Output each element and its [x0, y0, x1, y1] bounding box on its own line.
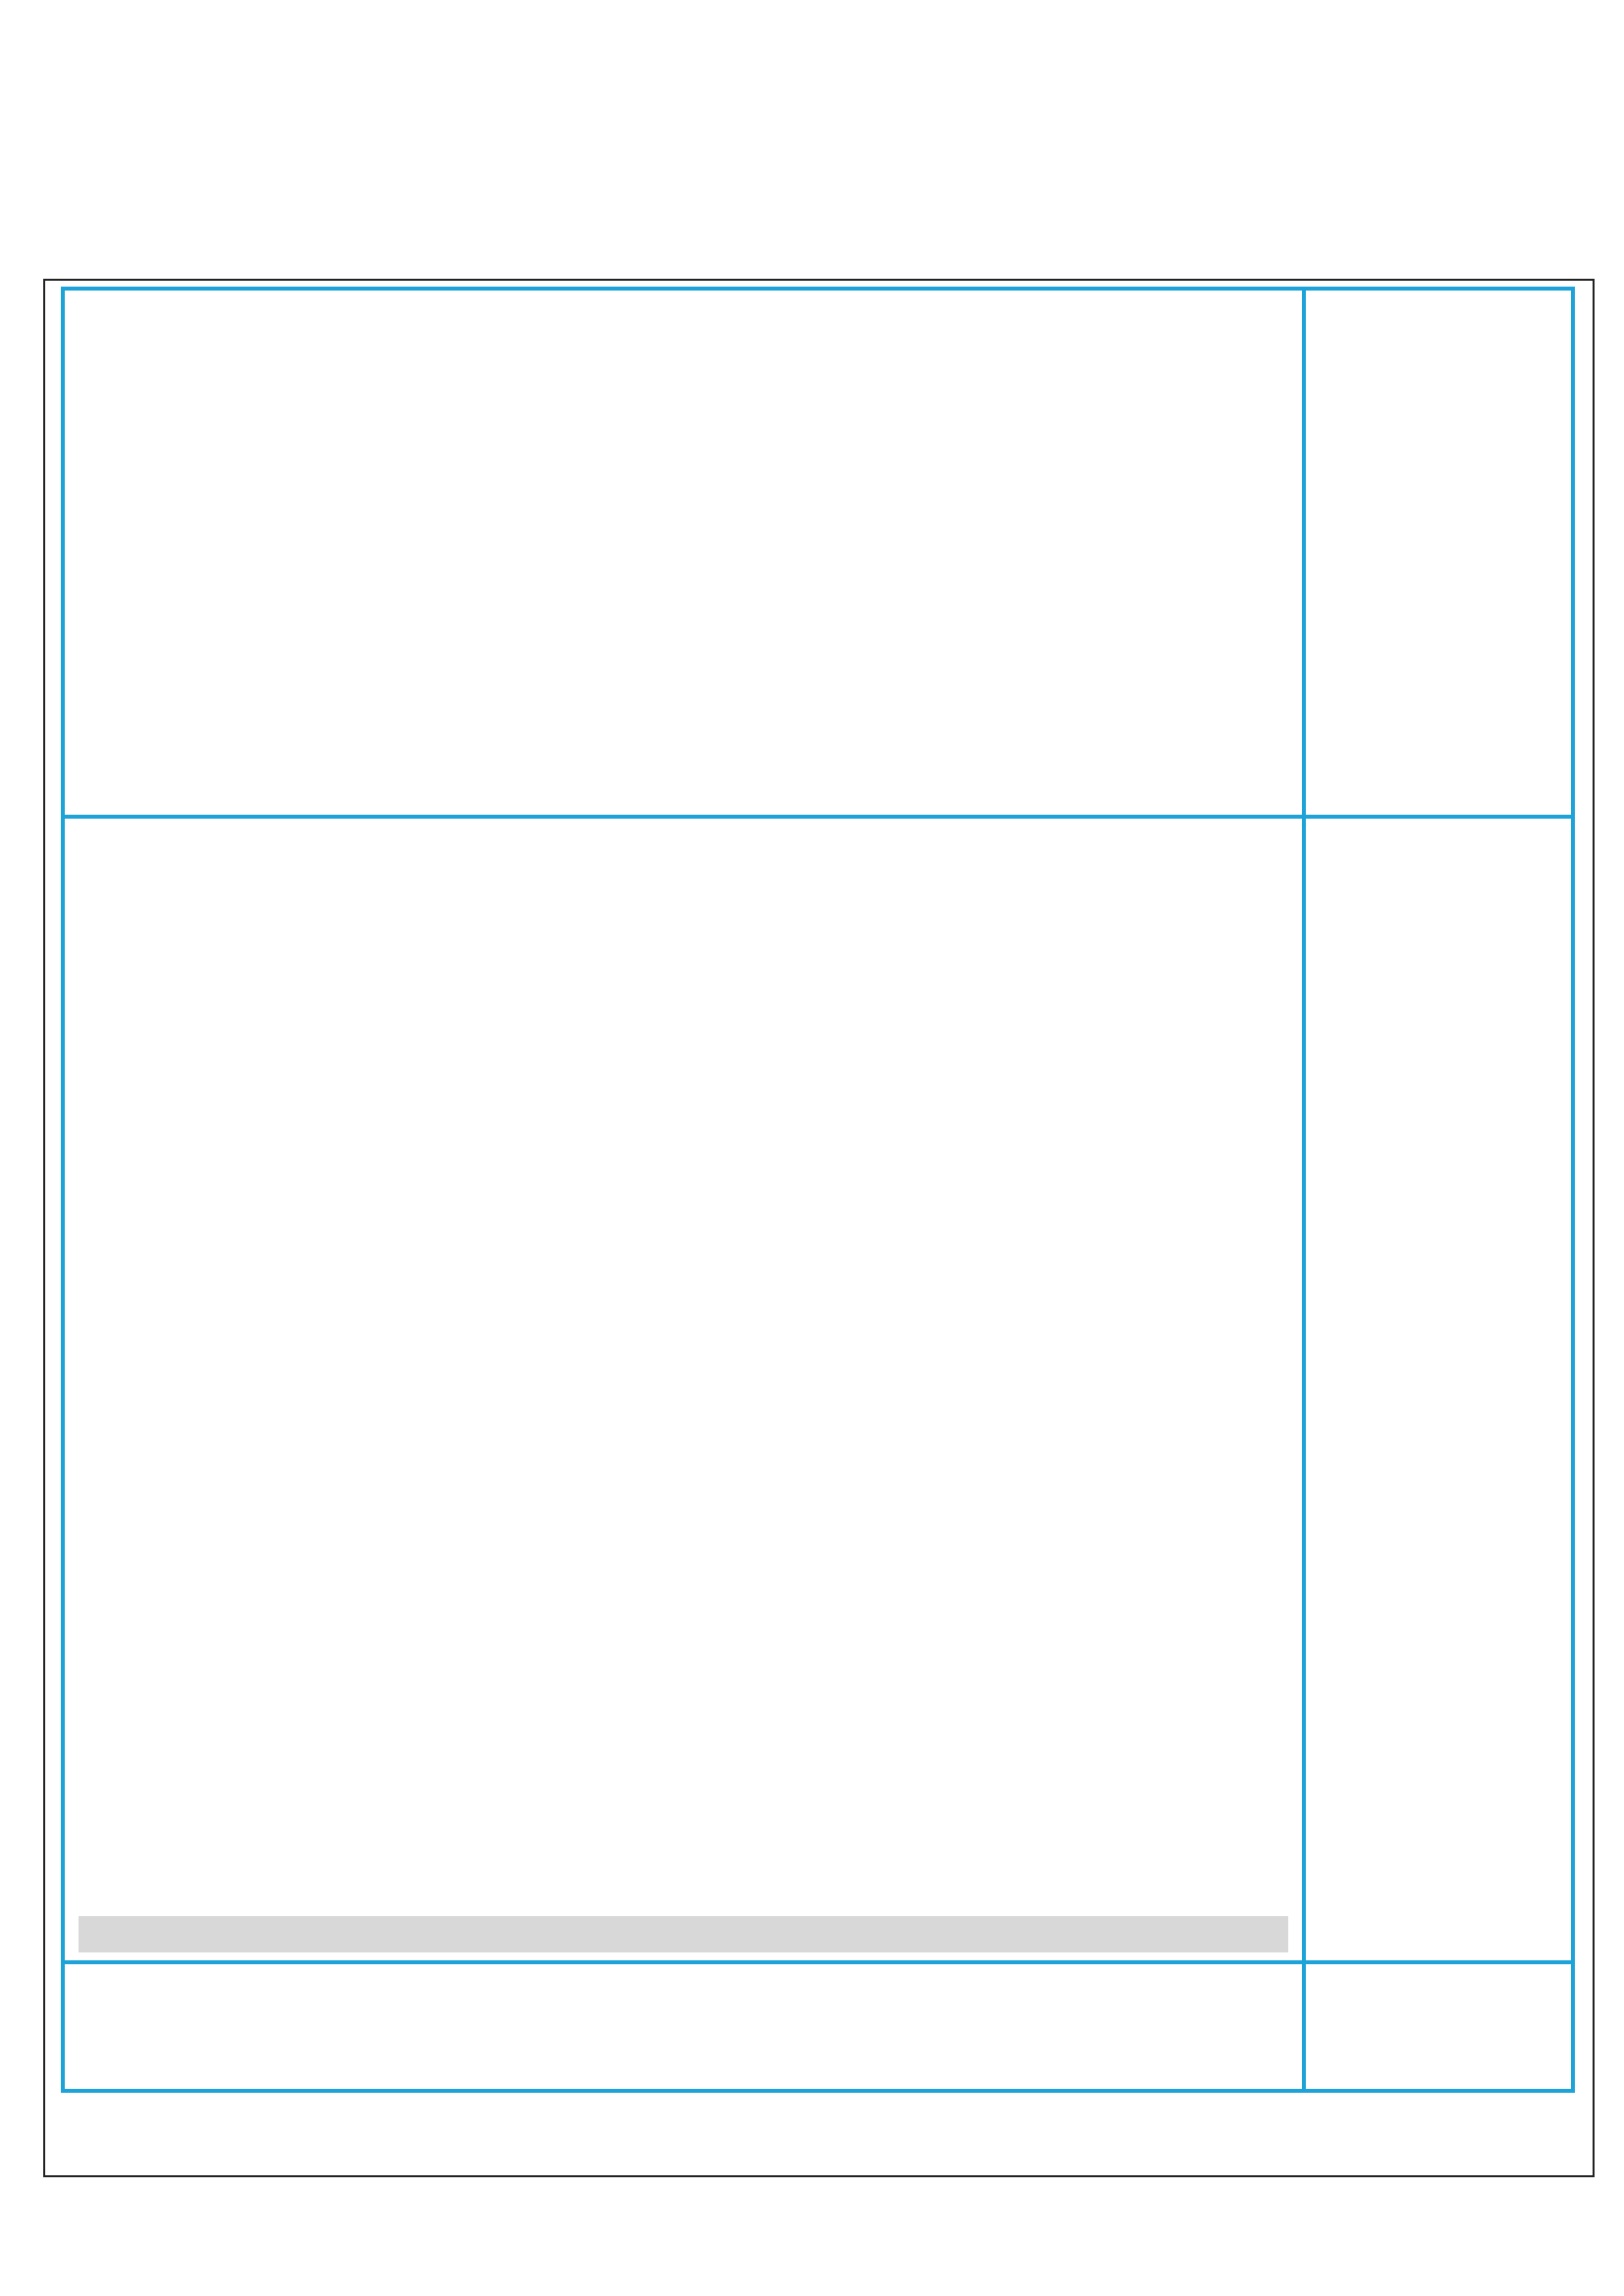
paragraph: [79, 662, 1288, 698]
meal-dinner: [1320, 1223, 1557, 1259]
paragraph: [79, 1843, 1288, 1880]
paragraph: [79, 1807, 1288, 1843]
paragraph: [79, 335, 1288, 371]
paragraph: [79, 1153, 1288, 1190]
paragraph: [79, 1190, 1288, 1226]
paragraph: [79, 1044, 1288, 1081]
paragraph: [79, 2008, 1288, 2045]
paragraph: [79, 1299, 1288, 1335]
paragraph: [79, 1771, 1288, 1807]
meal-breakfast: [1320, 1150, 1557, 1187]
paragraph: [79, 698, 1288, 734]
paragraph: [79, 371, 1288, 407]
paragraph: [79, 444, 1288, 480]
paragraph: [79, 1008, 1288, 1044]
section-meals: [1304, 817, 1573, 1962]
paragraph: [79, 863, 1288, 899]
footer-notice: [61, 2110, 1575, 2147]
itinerary-table: [61, 287, 1575, 2093]
paragraph: [79, 935, 1288, 972]
meals-block: [1320, 1150, 1557, 1296]
section-content: [63, 1962, 1304, 2091]
hotel: [1320, 1259, 1557, 1296]
section-title: [79, 827, 1288, 863]
paragraph: [79, 1408, 1288, 1444]
paragraph: [79, 1335, 1288, 1371]
paragraph: [79, 1371, 1288, 1408]
paragraph: [79, 1735, 1288, 1771]
paragraph: [79, 771, 1288, 807]
warning-note: [79, 1916, 1288, 1952]
paragraph: [79, 1262, 1288, 1299]
paragraph: [79, 1480, 1288, 1517]
paragraph: [79, 972, 1288, 1008]
paragraph: [79, 1880, 1288, 1916]
paragraph: [79, 1553, 1288, 1589]
paragraph: [79, 480, 1288, 516]
section-row: [63, 289, 1573, 817]
paragraph: [79, 1444, 1288, 1480]
paragraph: [79, 407, 1288, 444]
paragraph: [79, 734, 1288, 771]
section-meals: [1304, 1962, 1573, 2091]
meal-breakfast: [1320, 2008, 1557, 2045]
paragraph: [79, 1117, 1288, 1153]
paragraph: [79, 2045, 1288, 2081]
section-row: [63, 817, 1573, 1962]
section-title: [79, 298, 1288, 335]
paragraph: [79, 1589, 1288, 1626]
paragraph: [79, 1662, 1288, 1698]
paragraph: [79, 553, 1288, 589]
section-title: [79, 1972, 1288, 2008]
section-meals: [1304, 289, 1573, 817]
paragraph: [79, 899, 1288, 935]
section-content: [63, 289, 1304, 817]
paragraph: [79, 1226, 1288, 1262]
paragraph: [79, 1698, 1288, 1735]
meal-lunch: [1320, 1187, 1557, 1223]
paragraph: [79, 1626, 1288, 1662]
paragraph: [79, 1081, 1288, 1117]
paragraph: [79, 589, 1288, 625]
paragraph: [79, 1517, 1288, 1553]
paragraph: [79, 625, 1288, 662]
paragraph: [79, 516, 1288, 553]
section-content: [63, 817, 1304, 1962]
section-row: [63, 1962, 1573, 2091]
